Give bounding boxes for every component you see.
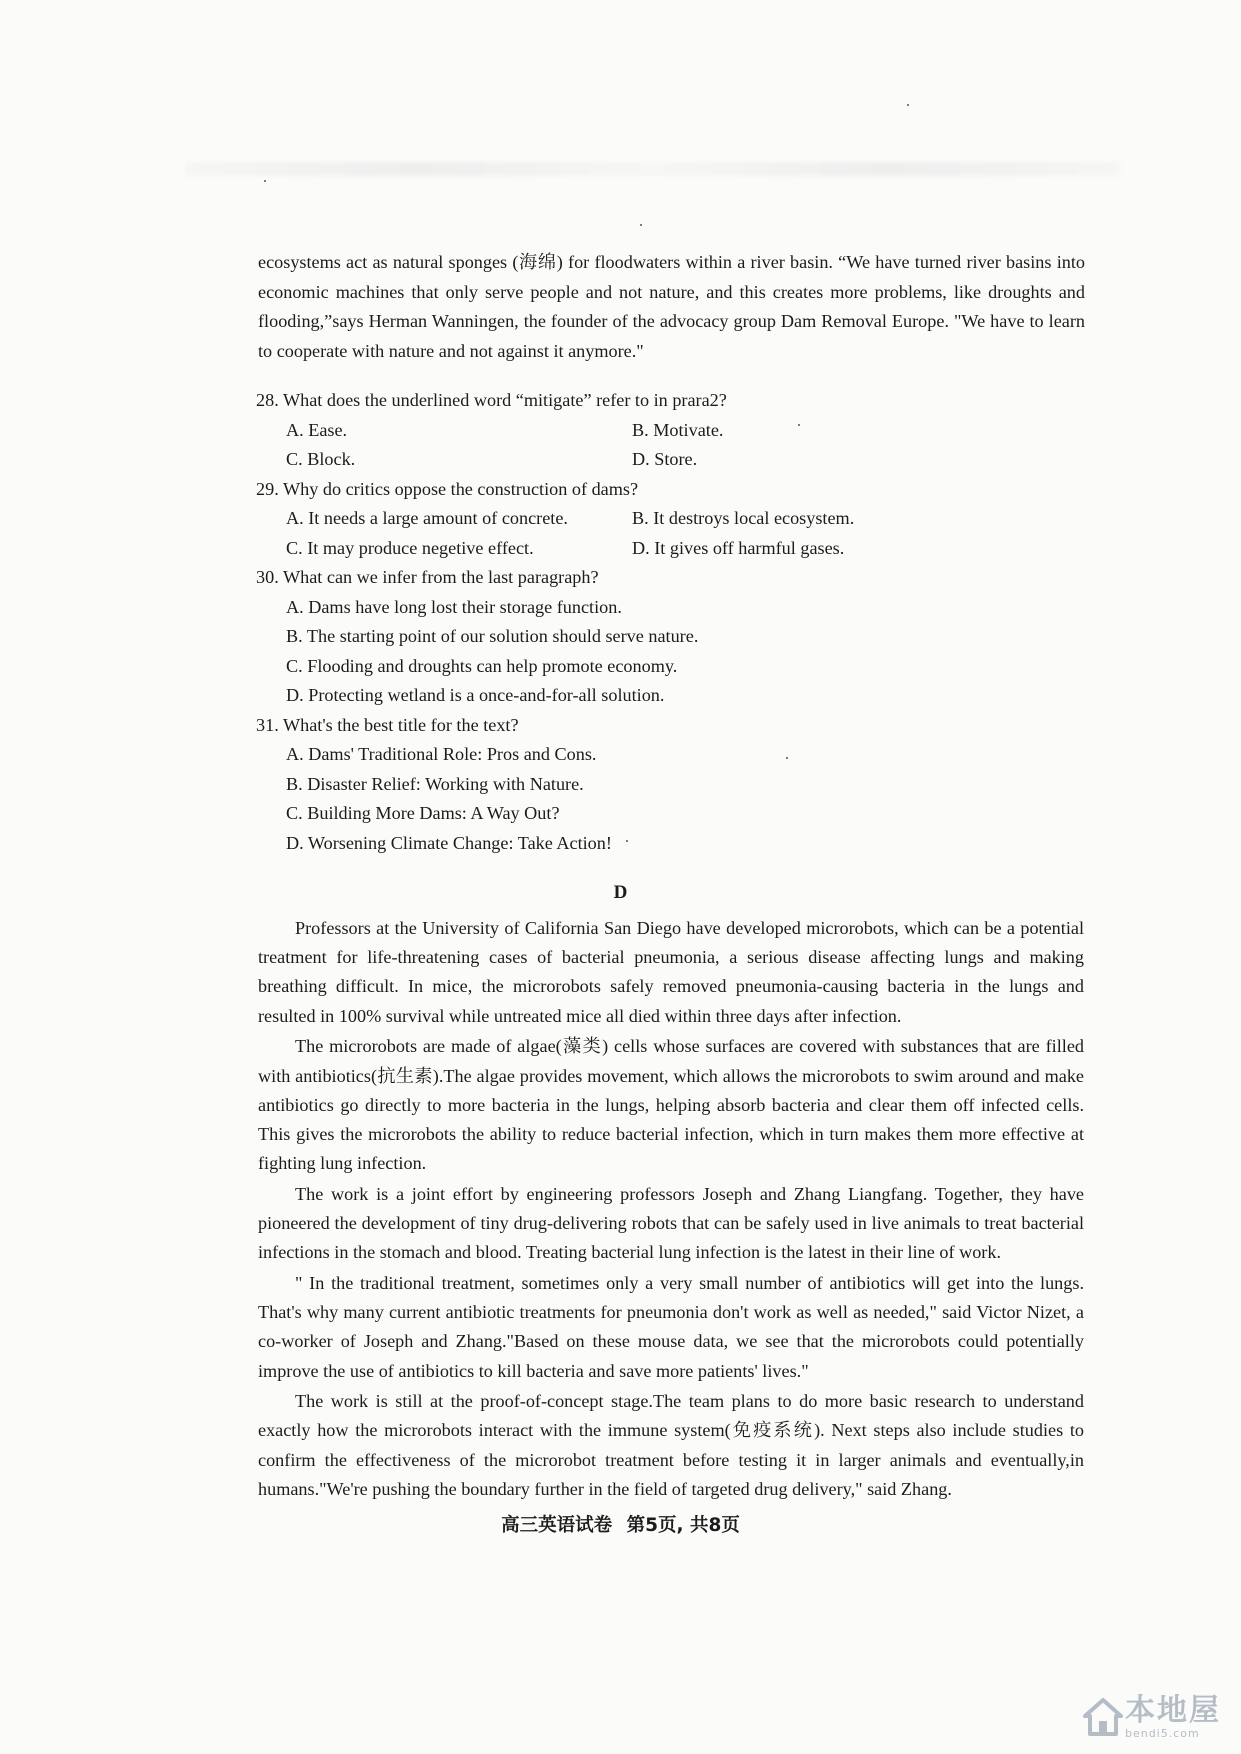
option-c: C. It may produce negetive effect.	[286, 537, 534, 558]
option-d: D. It gives off harmful gases.	[632, 537, 845, 558]
question-stem: 29. Why do critics oppose the construction of dams?	[256, 478, 639, 499]
question-28	[256, 386, 1116, 475]
option-d: D. Worsening Climate Change: Take Action!	[286, 832, 612, 853]
question-31	[256, 711, 1116, 859]
passage-c-ending	[258, 248, 1085, 366]
option-c: C. Flooding and droughts can help promote economy.	[286, 655, 678, 676]
question-29	[256, 475, 1116, 564]
house-icon	[1081, 1695, 1125, 1739]
passage-d	[258, 914, 1084, 1506]
option-a: A. It needs a large amount of concrete.	[286, 508, 568, 528]
question-stem: 28. What does the underlined word “mitigate” refer to in prara2?	[256, 390, 727, 410]
option-b: B. The starting point of our solution should serve nature.	[286, 626, 699, 646]
section-d-heading: D	[613, 882, 628, 903]
option-d: D. Protecting wetland is a once-and-for-all solution.	[286, 685, 665, 705]
option-a: A. Ease.	[286, 419, 348, 440]
passage-paragraph: The work is a joint effort by engineering professors Joseph and Zhang Liangfang. Together, they have pioneered the development of tiny drug-delivering robots that can be safely used in live animals to treat bacterial infections in the stomach and blood. Treating bacterial lung infection is the latest in their line of work.	[258, 1183, 1084, 1263]
option-b: B. It destroys local ecosystem.	[632, 508, 855, 528]
passage-paragraph: " In the traditional treatment, sometimes only a very small number of antibiotics will get into the lungs. That's why many current antibiotic treatments for pneumonia don't work as well as needed," said Victor Nizet, a co-worker of Joseph and Zhang."Based on these mouse data, we see that the microrobots could potentially improve the use of antibiotics to kill bacteria and save more patients' lives."	[258, 1272, 1084, 1381]
scan-speck	[907, 104, 909, 106]
intro-paragraph: ecosystems act as natural sponges (海绵) for floodwaters within a river basin. “We have turned river basins into economic machines that only serve people and not nature, and this creates more problems, like droughts and flooding,”says Herman Wanningen, the founder of the advocacy group Dam Removal Europe. "We have to learn to cooperate with nature and not against it anymore."	[258, 252, 1085, 361]
passage-paragraph: The work is still at the proof-of-concept stage.The team plans to do more basic research to understand exactly how the microrobots interact with the immune system(免疫系统). Next steps also include studies to confirm the effectiveness of the microrobot treatment before testing it in larger animals and eventually,in humans."We're pushing the boundary further in the field of targeted drug delivery," said Zhang.	[258, 1391, 1084, 1499]
scan-artifact-band	[185, 162, 1120, 176]
question-list	[256, 386, 1116, 858]
question-30	[256, 563, 1116, 711]
option-c: C. Block.	[286, 449, 356, 469]
scan-speck	[264, 180, 266, 182]
watermark-brand: 本地屋	[1125, 1693, 1221, 1728]
passage-paragraph: The microrobots are made of algae(藻类) cells whose surfaces are covered with substances that are filled with antibiotics(抗生素).The algae provides movement, which allows the microrobots to swim around and make antibiotics go directly to more bacteria in the lungs, helping absorb bacteria and clear them off infected cells. This gives the microrobots the ability to reduce bacterial infection, which in turn makes them more effective at fighting lung infection.	[258, 1036, 1084, 1174]
question-stem: 31. What's the best title for the text?	[256, 714, 519, 735]
option-c: C. Building More Dams: A Way Out?	[286, 803, 560, 823]
scan-speck	[640, 224, 642, 226]
option-b: B. Motivate.	[632, 419, 724, 440]
option-a: A. Dams' Traditional Role: Pros and Cons.	[286, 744, 597, 764]
site-watermark	[1081, 1694, 1221, 1740]
option-d: D. Store.	[632, 449, 698, 469]
exam-title: 高三英语试卷	[501, 1515, 613, 1536]
page-footer	[0, 1511, 1241, 1537]
option-a: A. Dams have long lost their storage function.	[286, 596, 622, 617]
option-b: B. Disaster Relief: Working with Nature.	[286, 773, 584, 794]
question-stem: 30. What can we infer from the last paragraph?	[256, 567, 599, 587]
passage-paragraph: Professors at the University of California San Diego have developed microrobots, which can be a potential treatment for life-threatening cases of bacterial pneumonia, a serious disease affecting lungs and making breathing difficult. In mice, the microrobots safely removed pneumonia-causing bacteria in the lungs and resulted in 100% survival while untreated mice all died within three days after infection.	[258, 918, 1084, 1026]
watermark-domain: bendi5.com	[1125, 1727, 1200, 1740]
page-number: 第5页, 共8页	[626, 1515, 740, 1536]
